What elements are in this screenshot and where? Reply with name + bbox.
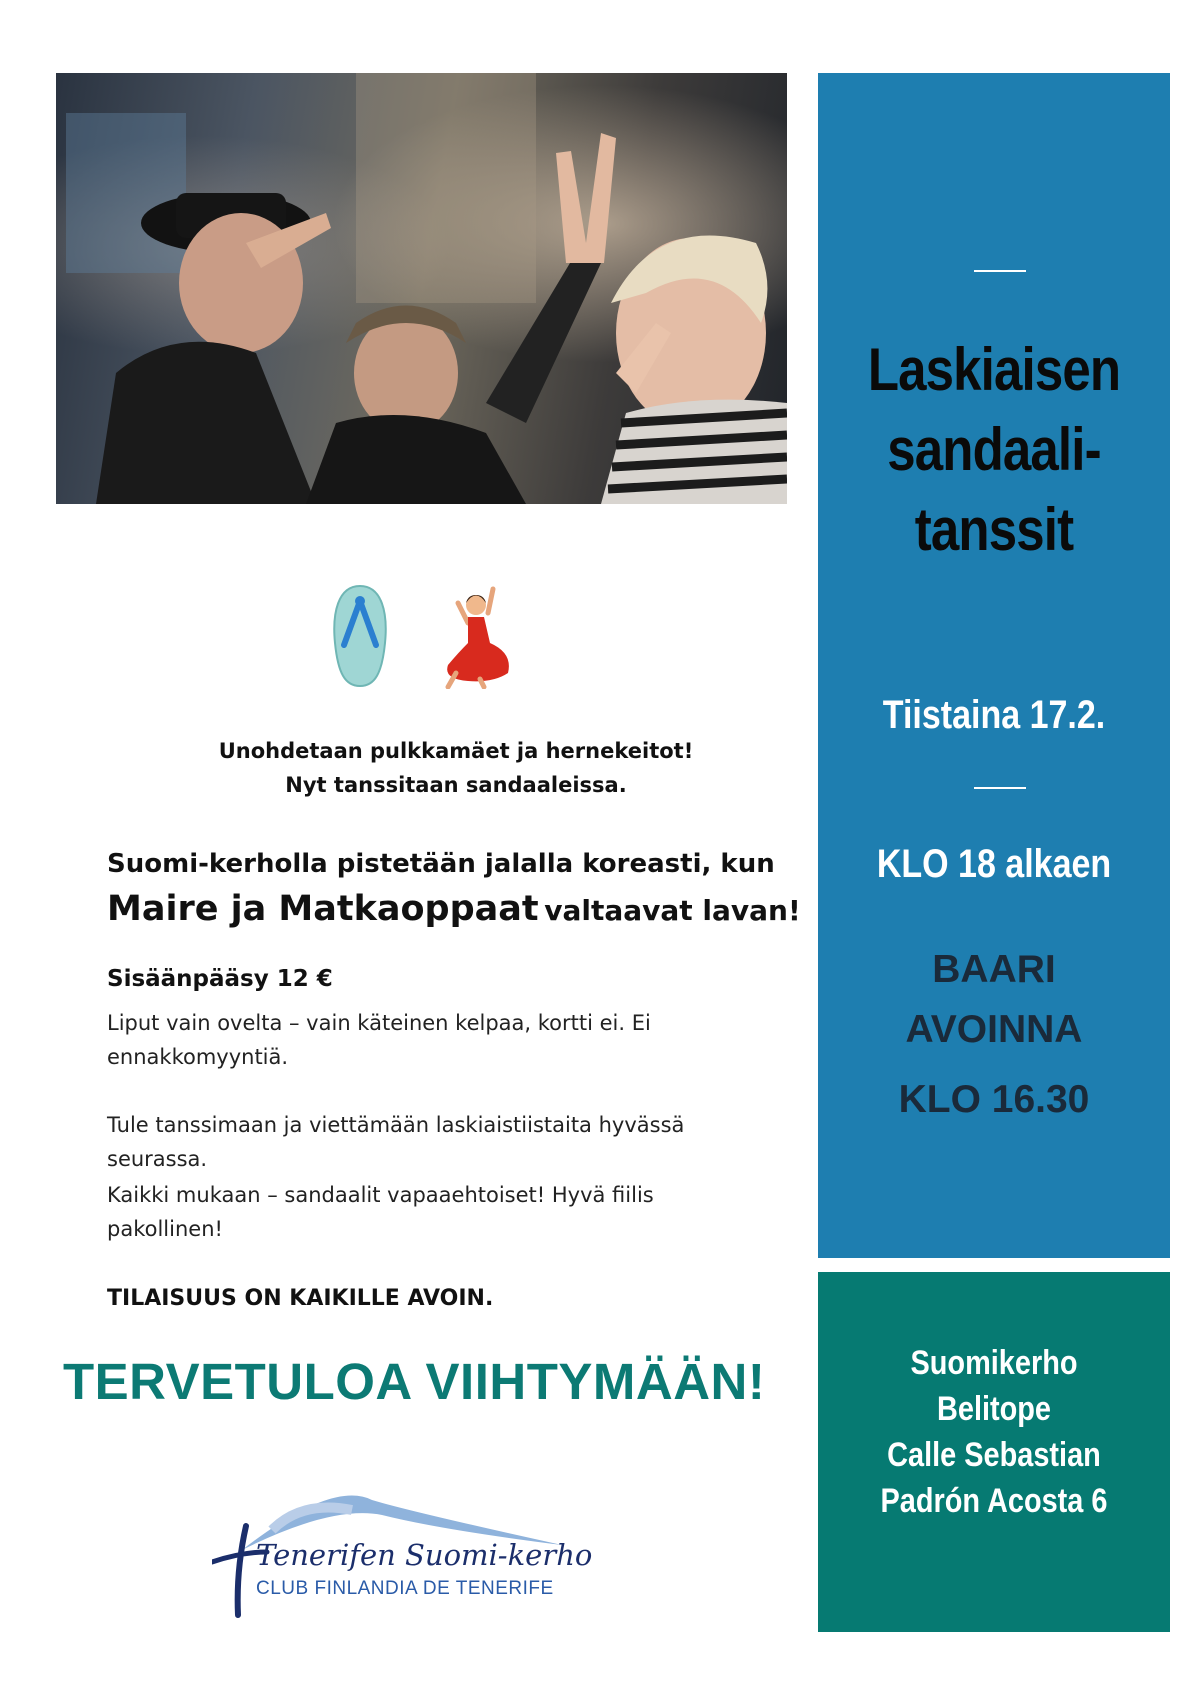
bar-info: [818, 940, 1170, 1130]
venue-address: [844, 1340, 1143, 1524]
event-title-line-1: Laskiaisen: [867, 336, 1121, 403]
club-logo: [212, 1490, 592, 1620]
intro-line-1: Unohdetaan pulkkamäet ja hernekeitot!: [218, 739, 694, 763]
flip-flop-icon: [330, 583, 390, 689]
band-name: Maire ja Matkaoppaat: [107, 889, 539, 929]
dancer-icon: [438, 583, 518, 689]
address-line-3: Calle Sebastian: [887, 1436, 1101, 1474]
address-line-1: Suomikerho: [910, 1344, 1078, 1382]
headline: [107, 843, 807, 939]
tickets-text: Liput vain ovelta – vain käteinen kelpaa, kortti ei. Ei ennakkomyyntiä.: [107, 1011, 651, 1069]
open-to-all: TILAISUUS ON KAIKILLE AVOIN.: [107, 1286, 494, 1311]
event-title-line-3: tanssit: [914, 496, 1074, 563]
divider-middle: [974, 787, 1026, 789]
event-title: [844, 330, 1143, 570]
event-date: Tiistaina 17.2.: [882, 693, 1106, 737]
address-line-2: Belitope: [936, 1390, 1052, 1428]
intro-line-2: Nyt tanssitaan sandaaleissa.: [285, 773, 627, 797]
event-title-line-2: sandaali-: [887, 416, 1101, 483]
headline-line-2: [107, 885, 807, 939]
entry-price: Sisäänpääsy 12 €: [107, 966, 333, 992]
divider-top: [974, 270, 1026, 272]
headline-line-1: Suomi-kerholla pistetään jalalla koreasti, kun: [107, 849, 775, 879]
emoji-row: [330, 583, 530, 693]
intro-text: [56, 734, 856, 802]
bar-line-3: KLO 16.30: [898, 1078, 1090, 1121]
bar-line-2: AVOINNA: [905, 1008, 1083, 1051]
welcome-heading: TERVETULOA VIIHTYMÄÄN!: [63, 1353, 766, 1410]
invite-text: Tule tanssimaan ja viettämään laskiaistiistaita hyvässä seurassa.: [107, 1113, 685, 1171]
event-time: KLO 18 alkaen: [876, 842, 1112, 886]
address-line-4: Padrón Acosta 6: [880, 1482, 1108, 1520]
band-photo: [56, 73, 787, 504]
logo-script-text: Tenerifen Suomi-kerho: [256, 1538, 593, 1572]
logo-subtitle: CLUB FINLANDIA DE TENERIFE: [256, 1578, 554, 1599]
everyone-text: Kaikki mukaan – sandaalit vapaaehtoiset! Hyvä fiilis pakollinen!: [107, 1183, 654, 1241]
headline-line-2-rest: valtaavat lavan!: [544, 894, 801, 927]
bar-line-1: BAARI: [932, 948, 1056, 991]
